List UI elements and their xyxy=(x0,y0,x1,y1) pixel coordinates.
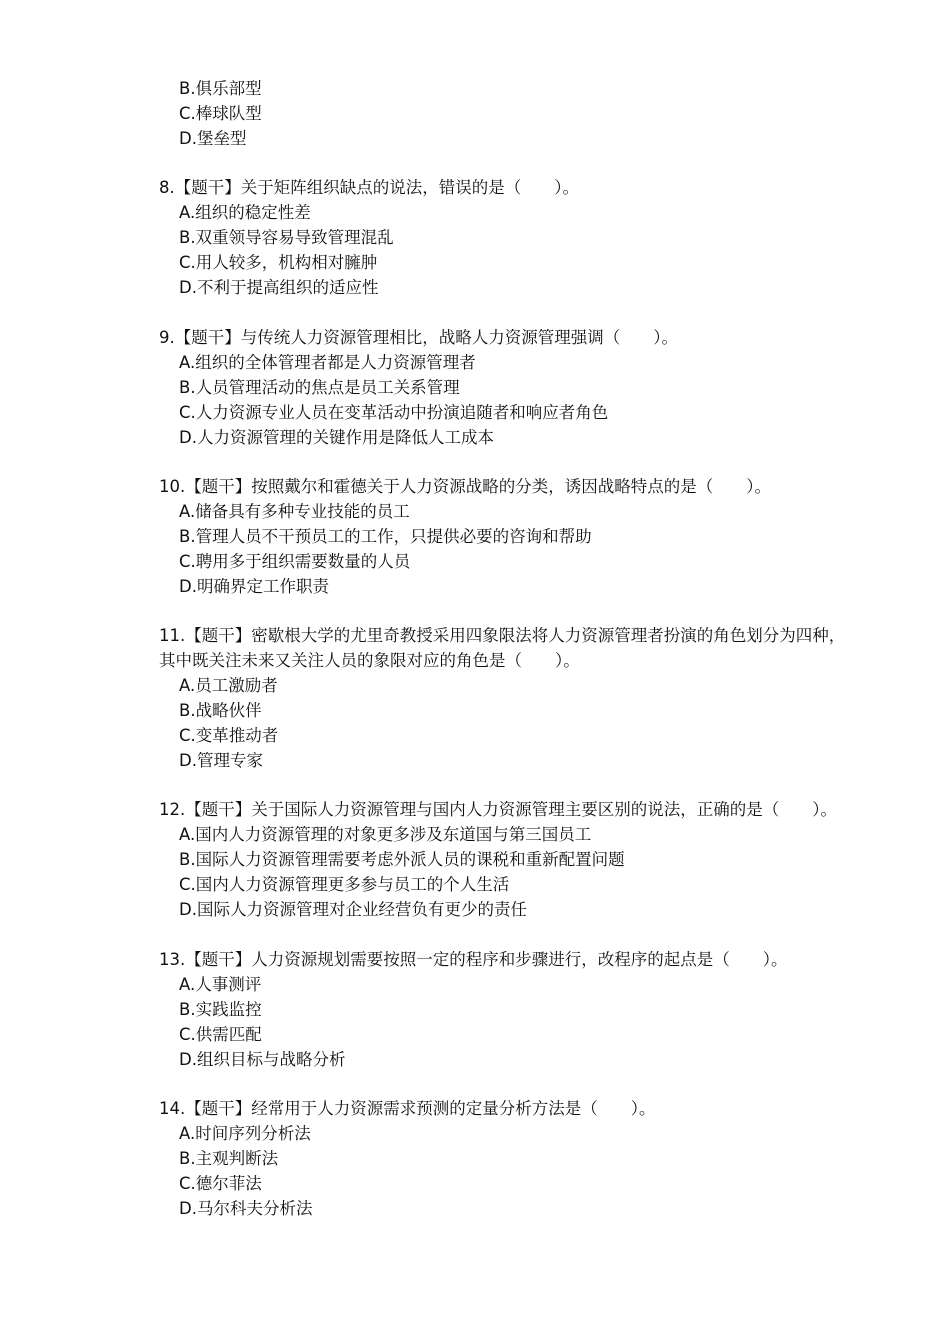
option-9-b: B.人员管理活动的焦点是员工关系管理 xyxy=(179,378,460,397)
question-11-stem-continued: 其中既关注未来又关注人员的象限对应的角色是（ ）。 xyxy=(159,651,580,670)
question-9-stem: 9.【题干】与传统人力资源管理相比，战略人力资源管理强调（ ）。 xyxy=(159,328,678,347)
option-8-c: C.用人较多，机构相对臃肿 xyxy=(179,253,378,272)
option-11-a: A.员工激励者 xyxy=(179,676,278,695)
option-10-b: B.管理人员不干预员工的工作，只提供必要的咨询和帮助 xyxy=(179,527,592,546)
option-7-b: B.俱乐部型 xyxy=(179,79,262,98)
option-11-c: C.变革推动者 xyxy=(179,726,279,745)
option-14-c: C.德尔菲法 xyxy=(179,1174,262,1193)
option-14-d: D.马尔科夫分析法 xyxy=(179,1199,313,1218)
option-12-b: B.国际人力资源管理需要考虑外派人员的课税和重新配置问题 xyxy=(179,850,625,869)
option-12-c: C.国内人力资源管理更多参与员工的个人生活 xyxy=(179,875,510,894)
option-11-d: D.管理专家 xyxy=(179,751,263,770)
option-8-b: B.双重领导容易导致管理混乱 xyxy=(179,228,394,247)
option-9-a: A.组织的全体管理者都是人力资源管理者 xyxy=(179,353,476,372)
question-8-stem: 8.【题干】关于矩阵组织缺点的说法，错误的是（ ）。 xyxy=(159,178,579,197)
option-11-b: B.战略伙伴 xyxy=(179,701,262,720)
option-14-a: A.时间序列分析法 xyxy=(179,1124,311,1143)
option-13-b: B.实践监控 xyxy=(179,1000,262,1019)
option-12-a: A.国内人力资源管理的对象更多涉及东道国与第三国员工 xyxy=(179,825,592,844)
question-13-stem: 13.【题干】人力资源规划需要按照一定的程序和步骤进行，改程序的起点是（ ）。 xyxy=(159,950,788,969)
option-10-a: A.储备具有多种专业技能的员工 xyxy=(179,502,410,521)
option-9-d: D.人力资源管理的关键作用是降低人工成本 xyxy=(179,428,494,447)
question-12-stem: 12.【题干】关于国际人力资源管理与国内人力资源管理主要区别的说法，正确的是（ ）。 xyxy=(159,800,837,819)
question-11-stem: 11.【题干】密歇根大学的尤里奇教授采用四象限法将人力资源管理者扮演的角色划分为四种， xyxy=(159,626,846,645)
option-10-d: D.明确界定工作职责 xyxy=(179,577,329,596)
option-12-d: D.国际人力资源管理对企业经营负有更少的责任 xyxy=(179,900,527,919)
option-10-c: C.聘用多于组织需要数量的人员 xyxy=(179,552,411,571)
option-8-a: A.组织的稳定性差 xyxy=(179,203,311,222)
option-13-a: A.人事测评 xyxy=(179,975,262,994)
question-14-stem: 14.【题干】经常用于人力资源需求预测的定量分析方法是（ ）。 xyxy=(159,1099,656,1118)
option-9-c: C.人力资源专业人员在变革活动中扮演追随者和响应者角色 xyxy=(179,403,609,422)
option-13-c: C.供需匹配 xyxy=(179,1025,262,1044)
option-14-b: B.主观判断法 xyxy=(179,1149,279,1168)
option-8-d: D.不利于提高组织的适应性 xyxy=(179,278,379,297)
option-7-c: C.棒球队型 xyxy=(179,104,262,123)
question-10-stem: 10.【题干】按照戴尔和霍德关于人力资源战略的分类，诱因战略特点的是（ ）。 xyxy=(159,477,771,496)
option-7-d: D.堡垒型 xyxy=(179,129,247,148)
option-13-d: D.组织目标与战略分析 xyxy=(179,1050,346,1069)
